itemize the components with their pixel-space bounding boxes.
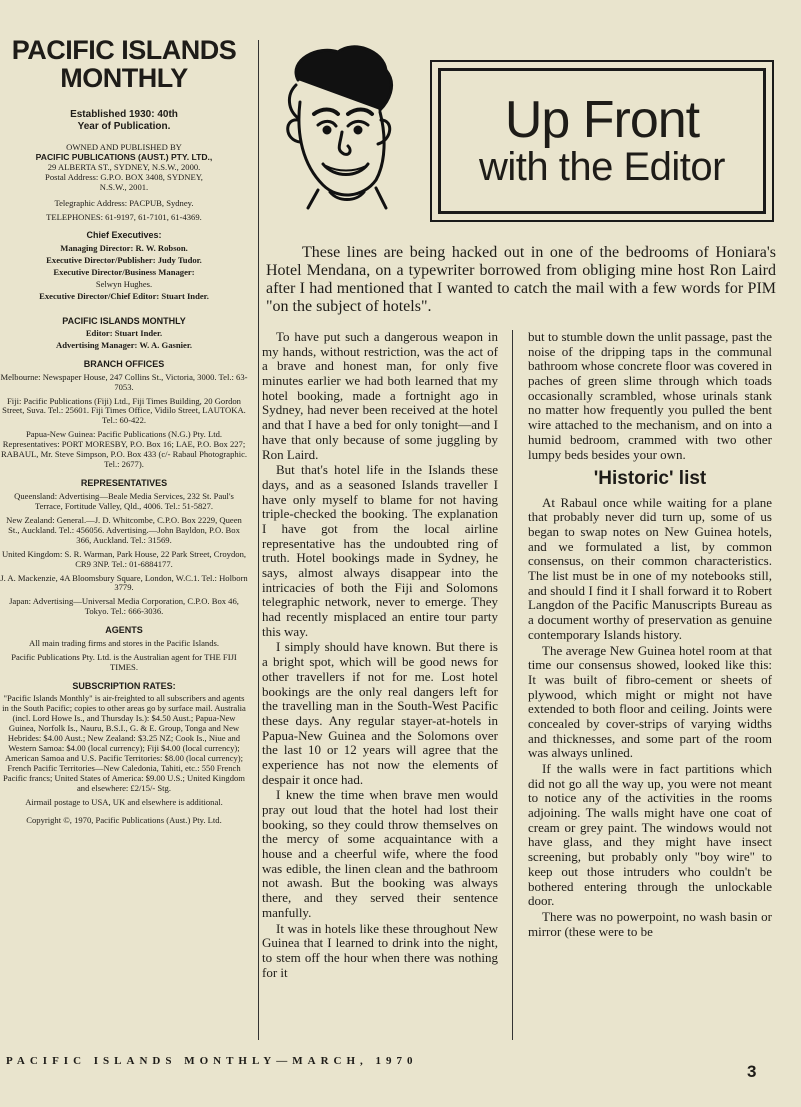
copyright: Copyright ©, 1970, Pacific Publications (Aust.) Pty. Ltd.	[26, 814, 222, 825]
paragraph: but to stumble down the unlit passage, past the noise of the dripping taps in the communal bathroom whose concrete floor was covered in paches of green slime through which toads occasionally scrambled, whose urinals stank no matter how frequently you pulled the bent wire attached to the mechanism, and on into a humid bedroom, crammed with two other lumpy beds besides your own.	[528, 330, 772, 462]
article-column-1	[262, 330, 498, 1040]
business-manager: Executive Director/Business Manager:	[53, 266, 195, 277]
telegraphic-address: Telegraphic Address: PACPUB, Sydney.	[54, 197, 194, 208]
publisher-info: OWNED AND PUBLISHED BY PACIFIC PUBLICATIONS (AUST.) PTY. LTD., 29 ALBERTA ST., SYDNEY, N.S.W., 2000. Postal Address: G.P.O. BOX 3408, SYDNEY, N.S.W., 2001.	[35, 141, 213, 192]
agents-text: All main trading firms and stores in the Pacific Islands.	[29, 637, 219, 648]
airmail-note: Airmail postage to USA, UK and elsewhere is additional.	[25, 796, 223, 807]
established-note: Established 1930: 40th Year of Publication.	[70, 108, 178, 132]
agents-heading: AGENTS	[105, 625, 143, 636]
column-divider-middle	[512, 330, 513, 1040]
editor-caricature	[268, 40, 408, 210]
masthead-column	[0, 28, 248, 1038]
paragraph: If the walls were in fact partitions which did not go all the way up, you were not meant to notice any of the activities in the rooms adjoining. The walls might have one coat of cream or grey paint. The windows would not have glass, and they might have insect screening, but probably only "boy wire" to keep out those intruders who couldn't be bothered entering through the unlockable door.	[528, 761, 772, 909]
paragraph: At Rabaul once while waiting for a plane that probably never did turn up, some of us began to swap notes on New Guinea hotels, and we formulated a list, by common consensus, on their common characteristics. The list must be in one of my notebooks still, and should I find it I shall forward it to Robert Langdon of the Pacific Manuscripts Bureau as a document worthy of preservation as genuine contemporary Islands history.	[528, 494, 772, 642]
rep-united-kingdom: United Kingdom: S. R. Warman, Park House, 22 Park Street, Croydon, CR9 3NP. Tel.: 01-6884177.	[1, 548, 247, 569]
business-manager-name: Selwyn Hughes.	[95, 278, 153, 289]
paragraph: The average New Guinea hotel room at that time our consensus showed, looked like this: It was built of fibro-cement or sheets of plywood, which might or might not have extended to both floor and ceiling. Joints were concealed by cover-strips of varying widths and thicknesses, and some part of the room was always unlined.	[528, 642, 772, 761]
representatives-heading: REPRESENTATIVES	[80, 478, 168, 489]
rep-united-kingdom-2: J. A. Mackenzie, 4A Bloomsbury Square, London, W.C.1. Tel.: Holborn 3779.	[0, 572, 248, 593]
pim-editor: Editor: Stuart Inder.	[85, 328, 163, 339]
agents-australia: Pacific Publications Pty. Ltd. is the Australian agent for THE FIJI TIMES.	[11, 651, 237, 672]
rep-queensland: Queensland: Advertising—Beale Media Services, 232 St. Paul's Terrace, Fortitude Valley, Qld., 4006. Tel.: 51-5827.	[14, 490, 234, 511]
paragraph: There was no powerpoint, no wash basin or mirror (these were to be	[528, 908, 772, 939]
paragraph: I simply should have known. But there is a bright spot, which will be good news for other travellers if not for me. Lost hotel bookings are the only real dangers left for the travelling man in the South-West Pacific these days. Any regular stayer-at-hotels in Papua-New Guinea and the Solomons over the last 10 or 12 years will agree that the experience has not now the elements of despair it once had.	[262, 639, 498, 787]
managing-director: Managing Director: R. W. Robson.	[60, 242, 188, 253]
paragraph: But that's hotel life in the Islands these days, and as a seasoned Islands traveller I have only myself to blame for not having triple-checked the booking. The explanation I have got from the local airline representative has the undoubted ring of truth. Hotel bookings made in Sydney, he says, almost always disappear into the intricacies of both the Fiji and Solomons telegraphic network, never to emerge. They had recently misplaced an entire tour party this way.	[262, 462, 498, 639]
up-front-title-inner	[438, 68, 766, 214]
subscription-heading: SUBSCRIPTION RATES:	[72, 680, 176, 691]
publisher: Executive Director/Publisher: Judy Tudor.	[46, 254, 202, 265]
article-intro	[266, 244, 776, 316]
paragraph: To have put such a dangerous weapon in my hands, without restriction, was the act of a brave and honest man, for only five minutes earlier we had both learned that my hotel booking, made a fortnight ago in Sydney, had never been received at the hotel and that I have a bed for only tonight—and I have that only because of some juggling by Ron Laird.	[262, 330, 498, 462]
with-the-editor-title: with the Editor	[479, 145, 725, 189]
rep-japan: Japan: Advertising—Universal Media Corporation, C.P.O. Box 46, Tokyo. Tel.: 666-3036.	[9, 596, 239, 617]
paragraph: I knew the time when brave men would pray out loud that the hotel had lost their booking, so they could throw themselves on the mercy of some acquaintance with a house and a cheerful wife, where the food was edible, the linen clean and the bathroom not awash. But the booking was always there, and they served their sentence manfully.	[262, 787, 498, 920]
masthead-title: PACIFIC ISLANDS MONTHLY	[11, 35, 237, 94]
running-footer: PACIFIC ISLANDS MONTHLY—MARCH, 1970	[6, 1055, 418, 1067]
article-column-2	[528, 330, 772, 1040]
subscription-rates: "Pacific Islands Monthly" is air-freighted to all subscribers and agents in the South Pacific; copies to other areas go by surface mail. Australia (incl. Lord Howe Is., and Thursday Is.): $4.50 Aust.; Papua-New Guinea, Norfolk Is., Nauru, B.S.I., G. & E. Group, Tonga and New Hebrides: $4.00 Aust.; New Zealand: $3.25 NZ; Cook Is., Niue and Western Samoa: $4.00 (local currency); Fiji $4.00 (local currency); American Samoa and U.S. Pacific Territories: $8.00 (local currency); French Pacific Territories—New Caledonia, Tahiti, etc.: 550 French Pacific francs; United States of America: $9.00 U.S.; United Kingdom and elsewhere: £2/15/- Stg.	[2, 693, 246, 793]
intro-paragraph: These lines are being hacked out in one of the bedrooms of Honiara's Hotel Mendana, on a typewriter borrowed from obliging mine host Ron Laird after I had mentioned that I wanted to catch the mail with a few words for PIM "on the subject of hotels".	[266, 244, 776, 316]
telephones: TELEPHONES: 61-9197, 61-7101, 61-4369.	[46, 211, 202, 222]
branch-fiji: Fiji: Pacific Publications (Fiji) Ltd., Fiji Times Building, 20 Gordon Street, Suva. Tel.: 25601. Fiji Times Office, Vidilo Street, LAUTOKA. Tel.: 60-422.	[2, 395, 246, 426]
branch-offices-heading: BRANCH OFFICES	[83, 359, 165, 370]
page-number: 3	[747, 1062, 757, 1081]
chief-executives-heading: Chief Executives:	[86, 230, 162, 241]
rep-new-zealand: New Zealand: General.—J. D. Whitcombe, C.P.O. Box 2229, Queen St., Auckland. Tel.: 456056. Advertising.—John Bayldon, P.O. Box 366, Auckland. Tel.: 31569.	[6, 514, 242, 545]
branch-png: Papua-New Guinea: Pacific Publications (N.G.) Pty. Ltd. Representatives: PORT MORESBY, P.O. Box 16; LAE, P.O. Box 227; RABAUL, Mr. Steve Simpson, P.O. Box 433 (c/- Rabaul Photographic. Tel.: 2677).	[0, 429, 248, 470]
pim-heading: PACIFIC ISLANDS MONTHLY	[62, 315, 186, 326]
chief-editor: Executive Director/Chief Editor: Stuart Inder.	[39, 290, 209, 301]
column-divider-left	[258, 40, 259, 1040]
paragraph: It was in hotels like these throughout New Guinea that I learned to drink into the night, to stem off the hour when there was nothing for it	[262, 920, 498, 980]
branch-melbourne: Melbourne: Newspaper House, 247 Collins St., Victoria, 3000. Tel.: 63-7053.	[0, 371, 248, 392]
advertising-manager: Advertising Manager: W. A. Gasnier.	[56, 340, 192, 351]
section-subheading: 'Historic' list	[593, 468, 707, 490]
up-front-title-box	[430, 60, 774, 222]
editor-caricature-drawing	[268, 40, 408, 210]
up-front-title: Up Front	[504, 91, 700, 149]
